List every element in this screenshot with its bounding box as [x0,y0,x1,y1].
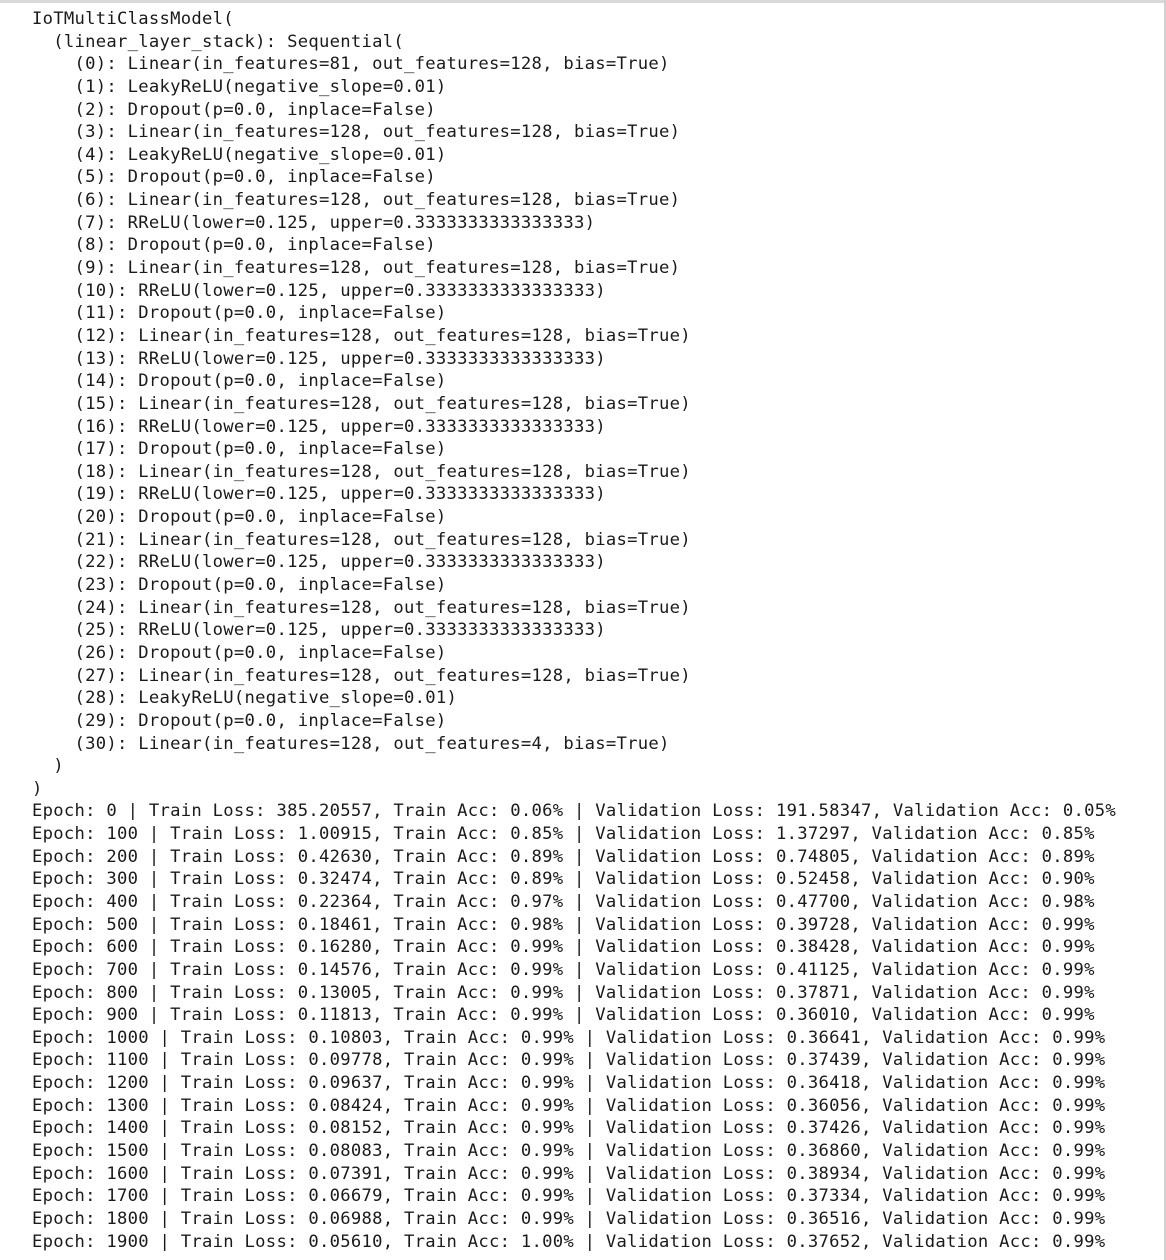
layer-line: (10): RReLU(lower=0.125, upper=0.3333333333333333) [32,280,606,301]
layer-line: (2): Dropout(p=0.0, inplace=False) [32,99,436,120]
layer-line: (9): Linear(in_features=128, out_features=128, bias=True) [32,258,681,279]
epoch-log-line: Epoch: 600 | Train Loss: 0.16280, Train Acc: 0.99% | Validation Loss: 0.38428, Validation Acc: 0.99% [32,937,1095,958]
epoch-log-line: Epoch: 300 | Train Loss: 0.32474, Train Acc: 0.89% | Validation Loss: 0.52458, Validation Acc: 0.90% [32,869,1095,890]
layer-line: (25): RReLU(lower=0.125, upper=0.3333333333333333) [32,620,606,641]
layer-line: (30): Linear(in_features=128, out_features=4, bias=True) [32,733,670,754]
layer-line: (28): LeakyReLU(negative_slope=0.01) [32,688,458,709]
epoch-log-line: Epoch: 1500 | Train Loss: 0.08083, Train Acc: 0.99% | Validation Loss: 0.36860, Validation Acc: 0.99% [32,1141,1106,1162]
model-header-line: IoTMultiClassModel( [32,9,234,29]
layer-line: (8): Dropout(p=0.0, inplace=False) [32,235,436,256]
layer-line: (12): Linear(in_features=128, out_features=128, bias=True) [32,325,691,346]
stack-close-line: ) [32,756,64,777]
output-top-border [0,0,1166,3]
epoch-log-line: Epoch: 900 | Train Loss: 0.11813, Train Acc: 0.99% | Validation Loss: 0.36010, Validation Acc: 0.99% [32,1005,1095,1026]
layer-line: (24): Linear(in_features=128, out_features=128, bias=True) [32,597,691,618]
layer-line: (20): Dropout(p=0.0, inplace=False) [32,507,447,528]
stack-header-line: (linear_layer_stack): Sequential( [32,31,404,52]
epoch-log-line: Epoch: 1800 | Train Loss: 0.06988, Train Acc: 0.99% | Validation Loss: 0.36516, Validation Acc: 0.99% [32,1208,1106,1229]
layer-line: (29): Dropout(p=0.0, inplace=False) [32,710,447,731]
layer-line: (11): Dropout(p=0.0, inplace=False) [32,303,447,324]
layer-line: (6): Linear(in_features=128, out_features=128, bias=True) [32,190,681,211]
epoch-log-line: Epoch: 1900 | Train Loss: 0.05610, Train Acc: 1.00% | Validation Loss: 0.37652, Validation Acc: 0.99% [32,1231,1106,1252]
layer-list [32,53,1152,755]
epoch-log-line: Epoch: 700 | Train Loss: 0.14576, Train Acc: 0.99% | Validation Loss: 0.41125, Validation Acc: 0.99% [32,959,1095,980]
layer-line: (4): LeakyReLU(negative_slope=0.01) [32,144,447,165]
epoch-log-line: Epoch: 1000 | Train Loss: 0.10803, Train Acc: 0.99% | Validation Loss: 0.36641, Validation Acc: 0.99% [32,1027,1106,1048]
training-log [32,800,1152,1253]
epoch-log-line: Epoch: 400 | Train Loss: 0.22364, Train Acc: 0.97% | Validation Loss: 0.47700, Validation Acc: 0.98% [32,891,1095,912]
layer-line: (27): Linear(in_features=128, out_features=128, bias=True) [32,665,691,686]
epoch-log-line: Epoch: 1300 | Train Loss: 0.08424, Train Acc: 0.99% | Validation Loss: 0.36056, Validation Acc: 0.99% [32,1095,1106,1116]
layer-line: (14): Dropout(p=0.0, inplace=False) [32,371,447,392]
epoch-log-line: Epoch: 1400 | Train Loss: 0.08152, Train Acc: 0.99% | Validation Loss: 0.37426, Validation Acc: 0.99% [32,1118,1106,1139]
model-close-line: ) [32,778,43,799]
layer-line: (23): Dropout(p=0.0, inplace=False) [32,575,447,596]
epoch-log-line: Epoch: 1200 | Train Loss: 0.09637, Train Acc: 0.99% | Validation Loss: 0.36418, Validation Acc: 0.99% [32,1073,1106,1094]
epoch-log-line: Epoch: 500 | Train Loss: 0.18461, Train Acc: 0.98% | Validation Loss: 0.39728, Validation Acc: 0.99% [32,914,1095,935]
layer-line: (26): Dropout(p=0.0, inplace=False) [32,642,447,663]
layer-line: (13): RReLU(lower=0.125, upper=0.3333333333333333) [32,348,606,369]
layer-line: (15): Linear(in_features=128, out_features=128, bias=True) [32,393,691,414]
layer-line: (5): Dropout(p=0.0, inplace=False) [32,167,436,188]
epoch-log-line: Epoch: 1700 | Train Loss: 0.06679, Train Acc: 0.99% | Validation Loss: 0.37334, Validation Acc: 0.99% [32,1186,1106,1207]
layer-line: (7): RReLU(lower=0.125, upper=0.3333333333333333) [32,212,596,233]
layer-line: (17): Dropout(p=0.0, inplace=False) [32,439,447,460]
epoch-log-line: Epoch: 100 | Train Loss: 1.00915, Train Acc: 0.85% | Validation Loss: 1.37297, Validation Acc: 0.85% [32,824,1095,845]
layer-line: (22): RReLU(lower=0.125, upper=0.3333333333333333) [32,552,606,573]
layer-line: (0): Linear(in_features=81, out_features=128, bias=True) [32,54,670,75]
layer-line: (16): RReLU(lower=0.125, upper=0.3333333333333333) [32,416,606,437]
epoch-log-line: Epoch: 1100 | Train Loss: 0.09778, Train Acc: 0.99% | Validation Loss: 0.37439, Validation Acc: 0.99% [32,1050,1106,1071]
layer-line: (19): RReLU(lower=0.125, upper=0.3333333333333333) [32,484,606,505]
epoch-log-line: Epoch: 200 | Train Loss: 0.42630, Train Acc: 0.89% | Validation Loss: 0.74805, Validation Acc: 0.89% [32,846,1095,867]
epoch-log-line: Epoch: 800 | Train Loss: 0.13005, Train Acc: 0.99% | Validation Loss: 0.37871, Validation Acc: 0.99% [32,982,1095,1003]
epoch-log-line: Epoch: 0 | Train Loss: 385.20557, Train Acc: 0.06% | Validation Loss: 191.58347, Validation Acc: 0.05% [32,801,1117,822]
epoch-log-line: Epoch: 1600 | Train Loss: 0.07391, Train Acc: 0.99% | Validation Loss: 0.38934, Validation Acc: 0.99% [32,1163,1106,1184]
layer-line: (3): Linear(in_features=128, out_features=128, bias=True) [32,122,681,143]
layer-line: (21): Linear(in_features=128, out_features=128, bias=True) [32,529,691,550]
layer-line: (18): Linear(in_features=128, out_features=128, bias=True) [32,461,691,482]
cell-output [32,8,1152,1253]
layer-line: (1): LeakyReLU(negative_slope=0.01) [32,76,447,97]
